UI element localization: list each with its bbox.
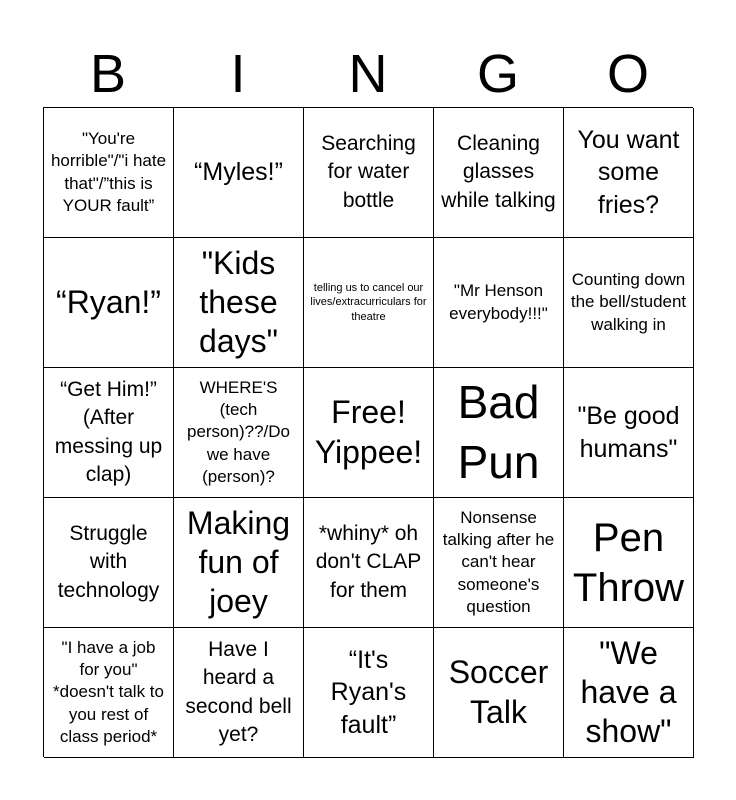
- bingo-cell-text: "We have a show": [580, 634, 677, 750]
- header-letter-o: O: [606, 44, 649, 104]
- bingo-cell-text: Counting down the bell/student walking in: [570, 270, 687, 334]
- bingo-cell-text: Nonsense talking after he can't hear someone's question: [442, 508, 555, 616]
- bingo-cell-r3c3[interactable]: [304, 368, 434, 498]
- bingo-cell-r4c5[interactable]: [564, 498, 694, 628]
- bingo-cell-r3c1[interactable]: [44, 368, 174, 498]
- bingo-cell-text: "I have a job for you" *doesn't talk to you rest of class period*: [53, 638, 164, 746]
- bingo-cell-r1c3[interactable]: [304, 108, 434, 238]
- bingo-cell-r5c3[interactable]: [304, 628, 434, 758]
- bingo-cell-text: You want some fries?: [577, 125, 680, 219]
- bingo-cell-r2c5[interactable]: [564, 238, 694, 368]
- bingo-cell-r4c4[interactable]: [434, 498, 564, 628]
- bingo-cell-text: "You're horrible"/"i hate that"/”this is YOUR fault”: [50, 129, 167, 215]
- bingo-cell-text: “Ryan!”: [56, 283, 161, 320]
- bingo-cell-r2c2[interactable]: [174, 238, 304, 368]
- bingo-cell-text: telling us to cancel our lives/extracurriculars for theatre: [310, 282, 427, 323]
- bingo-cell-text: *whiny* oh don't CLAP for them: [315, 521, 422, 602]
- bingo-cell-text: Making fun of joey: [186, 504, 291, 620]
- bingo-cell-text: WHERE'S (tech person)??/Do we have (person)?: [186, 378, 290, 486]
- bingo-cell-text: “Myles!”: [194, 158, 283, 187]
- bingo-cell-text: "Kids these days": [199, 244, 278, 360]
- bingo-cell-text: Struggle with technology: [57, 521, 160, 602]
- bingo-cell-r1c1[interactable]: [44, 108, 174, 238]
- bingo-cell-r2c1[interactable]: [44, 238, 174, 368]
- bingo-cell-r5c4[interactable]: [434, 628, 564, 758]
- bingo-cell-r3c5[interactable]: [564, 368, 694, 498]
- bingo-cell-r2c3[interactable]: [304, 238, 434, 368]
- bingo-header: [43, 40, 693, 108]
- bingo-cell-text: Soccer Talk: [448, 654, 549, 730]
- header-letter-n: N: [348, 44, 388, 104]
- bingo-cell-text: Free! Yippee!: [314, 394, 423, 470]
- bingo-cell-r5c5[interactable]: [564, 628, 694, 758]
- bingo-cell-r3c4[interactable]: [434, 368, 564, 498]
- bingo-grid: [43, 107, 693, 757]
- bingo-cell-text: Have I heard a second bell yet?: [185, 637, 292, 746]
- header-letter-g: G: [476, 44, 519, 104]
- header-letter-i: I: [230, 44, 246, 104]
- bingo-cell-r1c5[interactable]: [564, 108, 694, 238]
- bingo-cell-r1c4[interactable]: [434, 108, 564, 238]
- bingo-cell-r5c1[interactable]: [44, 628, 174, 758]
- bingo-cell-r4c1[interactable]: [44, 498, 174, 628]
- header-letter-b: B: [89, 44, 127, 104]
- bingo-cell-r3c2[interactable]: [174, 368, 304, 498]
- bingo-cell-text: "Mr Henson everybody!!!": [449, 281, 548, 323]
- bingo-cell-r5c2[interactable]: [174, 628, 304, 758]
- bingo-cell-r1c2[interactable]: [174, 108, 304, 238]
- bingo-cell-text: Pen Throw: [572, 515, 685, 610]
- bingo-cell-text: "Be good humans": [577, 402, 680, 463]
- bingo-cell-text: Cleaning glasses while talking: [441, 131, 556, 212]
- bingo-cell-text: “It's Ryan's fault”: [330, 645, 407, 739]
- bingo-cell-text: Bad Pun: [457, 375, 540, 488]
- bingo-cell-r4c2[interactable]: [174, 498, 304, 628]
- bingo-cell-text: Searching for water bottle: [321, 131, 416, 212]
- bingo-cell-r2c4[interactable]: [434, 238, 564, 368]
- bingo-cell-text: “Get Him!” (After messing up clap): [54, 377, 163, 486]
- bingo-cell-r4c3[interactable]: [304, 498, 434, 628]
